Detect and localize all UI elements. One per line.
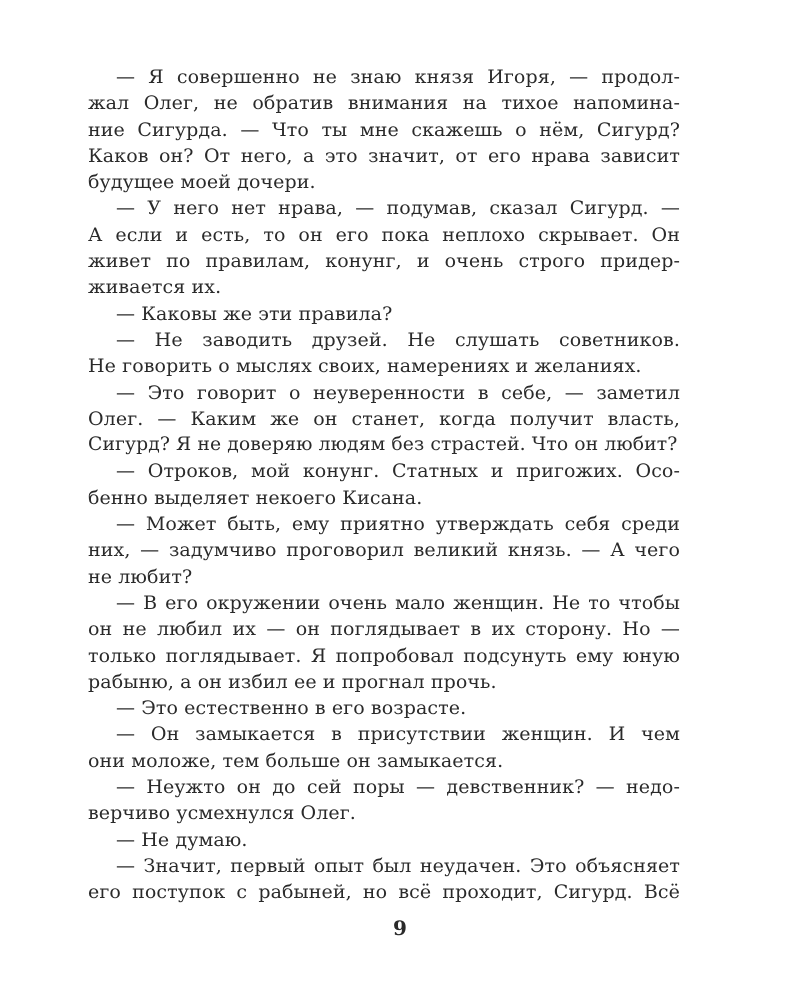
text-line: живается их. xyxy=(88,276,222,299)
text-line: — Не заводить друзей. Не слушать советников. xyxy=(116,328,680,351)
text-line: Каков он? От него, а это значит, от его нрава зависит xyxy=(88,144,680,167)
text-line: его поступок с рабыней, но всё проходит, Сигурд. Всё xyxy=(88,881,680,904)
text-line: не любит? xyxy=(88,565,193,588)
text-line: только поглядывает. Я попробовал подсунуть ему юную xyxy=(88,644,680,667)
text-line: живет по правилам, конунг, и очень строго придер- xyxy=(88,250,680,273)
text-line: он не любил их — он поглядывает в их сторону. Но — xyxy=(88,618,680,641)
text-line: — Значит, первый опыт был неудачен. Это объясняет xyxy=(116,854,680,877)
text-line: А если и есть, то он его пока неплохо скрывает. Он xyxy=(88,223,680,246)
text-line: ние Сигурда. — Что ты мне скажешь о нём, Сигурд? xyxy=(88,118,680,141)
text-line: — Может быть, ему приятно утверждать себя среди xyxy=(116,513,680,536)
text-line: — Отроков, мой конунг. Статных и пригожих. Осо- xyxy=(116,460,680,483)
text-line: — Неужто он до сей поры — девственник? — недо- xyxy=(116,776,680,799)
text-line: верчиво усмехнулся Олег. xyxy=(88,802,356,825)
text-line: — Это естественно в его возрасте. xyxy=(116,697,467,720)
text-line: жал Олег, не обратив внимания на тихое напомина- xyxy=(88,92,680,115)
text-line: — Я совершенно не знаю князя Игоря, — продол- xyxy=(116,66,680,88)
page-number: 9 xyxy=(393,916,407,940)
text-line: — В его окружении очень мало женщин. Не то чтобы xyxy=(116,591,680,614)
text-line: Олег. — Каким же он станет, когда получит власть, xyxy=(88,407,680,430)
text-line: они моложе, тем больше он замыкается. xyxy=(88,749,504,772)
text-line: — У него нет нрава, — подумав, сказал Сигурд. — xyxy=(116,197,680,220)
body-text xyxy=(88,64,680,906)
text-line: бенно выделяет некоего Кисана. xyxy=(88,486,423,509)
text-line: — Это говорит о неуверенности в себе, — заметил xyxy=(116,381,680,404)
text-line: них, — задумчиво проговорил великий князь. — А чего xyxy=(88,539,680,562)
text-line: Не говорить о мыслях своих, намерениях и желаниях. xyxy=(88,355,642,378)
text-line: — Каковы же эти правила? xyxy=(116,302,393,325)
text-line: будущее моей дочери. xyxy=(88,171,316,194)
text-line: Сигурд? Я не доверяю людям без страстей. Что он любит? xyxy=(88,434,678,456)
text-line: рабыню, а он избил ее и прогнал прочь. xyxy=(88,670,497,693)
text-line: — Он замыкается в присутствии женщин. И чем xyxy=(116,723,680,746)
text-line: — Не думаю. xyxy=(116,828,248,851)
